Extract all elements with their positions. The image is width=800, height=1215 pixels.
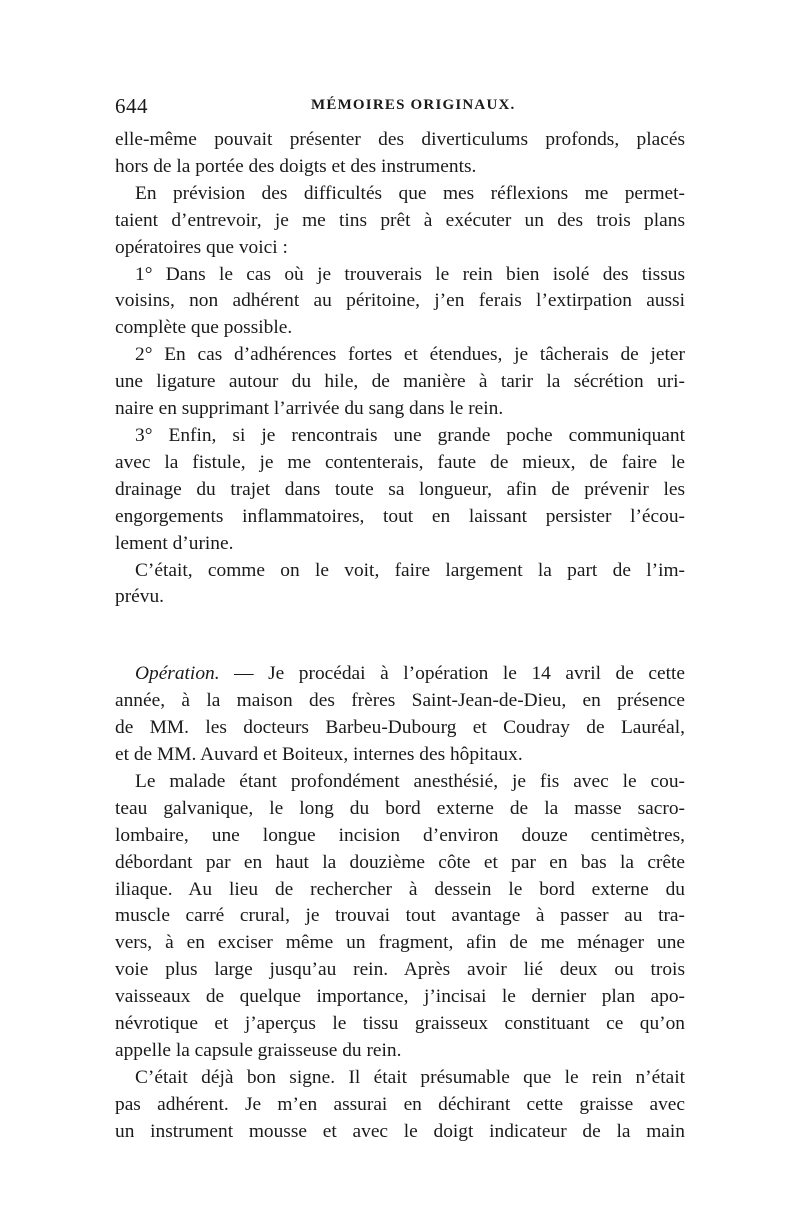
text-line: lement d’urine.	[115, 532, 234, 554]
text-line: de MM. les docteurs Barbeu-Dubourg et Coudray de Lauréal,	[115, 717, 685, 739]
text-line: elle-même pouvait présenter des diverticulums profonds, placés	[115, 129, 685, 150]
page-number: 644	[115, 94, 148, 118]
text-line: appelle la capsule graisseuse du rein.	[115, 1040, 402, 1061]
text-line: naire en supprimant l’arrivée du sang dans le rein.	[115, 398, 504, 420]
text-line: complète que possible.	[115, 317, 293, 339]
text-line: engorgements inflammatoires, tout en laissant persister l’écou-	[115, 505, 685, 527]
text-line: voie plus large jusqu’au rein. Après avoir lié deux ou trois	[115, 959, 685, 981]
text-line: opératoires que voici :	[115, 236, 288, 258]
text-line: avec la fistule, je me contenterais, faute de mieux, de faire le	[115, 451, 685, 473]
text-line: En prévision des difficultés que mes réflexions me permet-	[135, 182, 685, 204]
text-line: teau galvanique, le long du bord externe de la masse sacro-	[115, 797, 685, 819]
running-head: MÉMOIRES ORIGINAUX.	[311, 97, 516, 113]
page-header	[115, 94, 685, 124]
text-line: voisins, non adhérent au péritoine, j’en ferais l’extirpation aussi	[115, 290, 685, 312]
text-line: pas adhérent. Je m’en assurai en déchirant cette graisse avec	[115, 1093, 685, 1115]
text-line: muscle carré crural, je trouvai tout avantage à passer au tra-	[115, 905, 685, 927]
text-line: vers, à en exciser même un fragment, afin de me ménager une	[115, 932, 685, 954]
text-line: et de MM. Auvard et Boiteux, internes des hôpitaux.	[115, 744, 523, 766]
text-line: drainage du trajet dans toute sa longueur, afin de prévenir les	[115, 478, 685, 500]
body-text	[115, 127, 685, 1146]
text-line: vaisseaux de quelque importance, j’incisai le dernier plan apo-	[115, 986, 685, 1008]
text-line: lombaire, une longue incision d’environ douze centimètres,	[115, 824, 685, 846]
text-line: C’était déjà bon signe. Il était présumable que le rein n’était	[135, 1066, 685, 1088]
text-line: 3° Enfin, si je rencontrais une grande poche communiquant	[135, 424, 685, 446]
text-line: 1° Dans le cas où je trouverais le rein bien isolé des tissus	[135, 263, 685, 285]
text-line: hors de la portée des doigts et des instruments.	[115, 155, 477, 177]
section-gap	[115, 611, 685, 661]
text-line: Le malade étant profondément anesthésié, je fis avec le cou-	[135, 770, 685, 792]
operation-heading-line	[115, 661, 685, 688]
text-line: une ligature autour du hile, de manière à tarir la sécrétion uri-	[115, 371, 685, 393]
text-line: névrotique et j’aperçus le tissu graisseux constituant ce qu’on	[115, 1013, 685, 1035]
text-line: débordant par en haut la douzième côte et par en bas la crête	[115, 851, 685, 873]
text-line: prévu.	[115, 586, 164, 608]
section-run-in-heading: Opération.	[135, 663, 220, 685]
text-line-rest: — Je procédai à l’opération le 14 avril de cette	[219, 663, 685, 685]
text-line: un instrument mousse et avec le doigt indicateur de la main	[115, 1120, 685, 1142]
text-line: année, à la maison des frères Saint-Jean-de-Dieu, en présence	[115, 690, 685, 712]
text-line: 2° En cas d’adhérences fortes et étendues, je tâcherais de jeter	[135, 344, 685, 366]
text-line: iliaque. Au lieu de rechercher à dessein le bord externe du	[115, 878, 685, 900]
text-line: C’était, comme on le voit, faire largement la part de l’im-	[135, 559, 685, 581]
text-line: taient d’entrevoir, je me tins prêt à exécuter un des trois plans	[115, 209, 685, 231]
